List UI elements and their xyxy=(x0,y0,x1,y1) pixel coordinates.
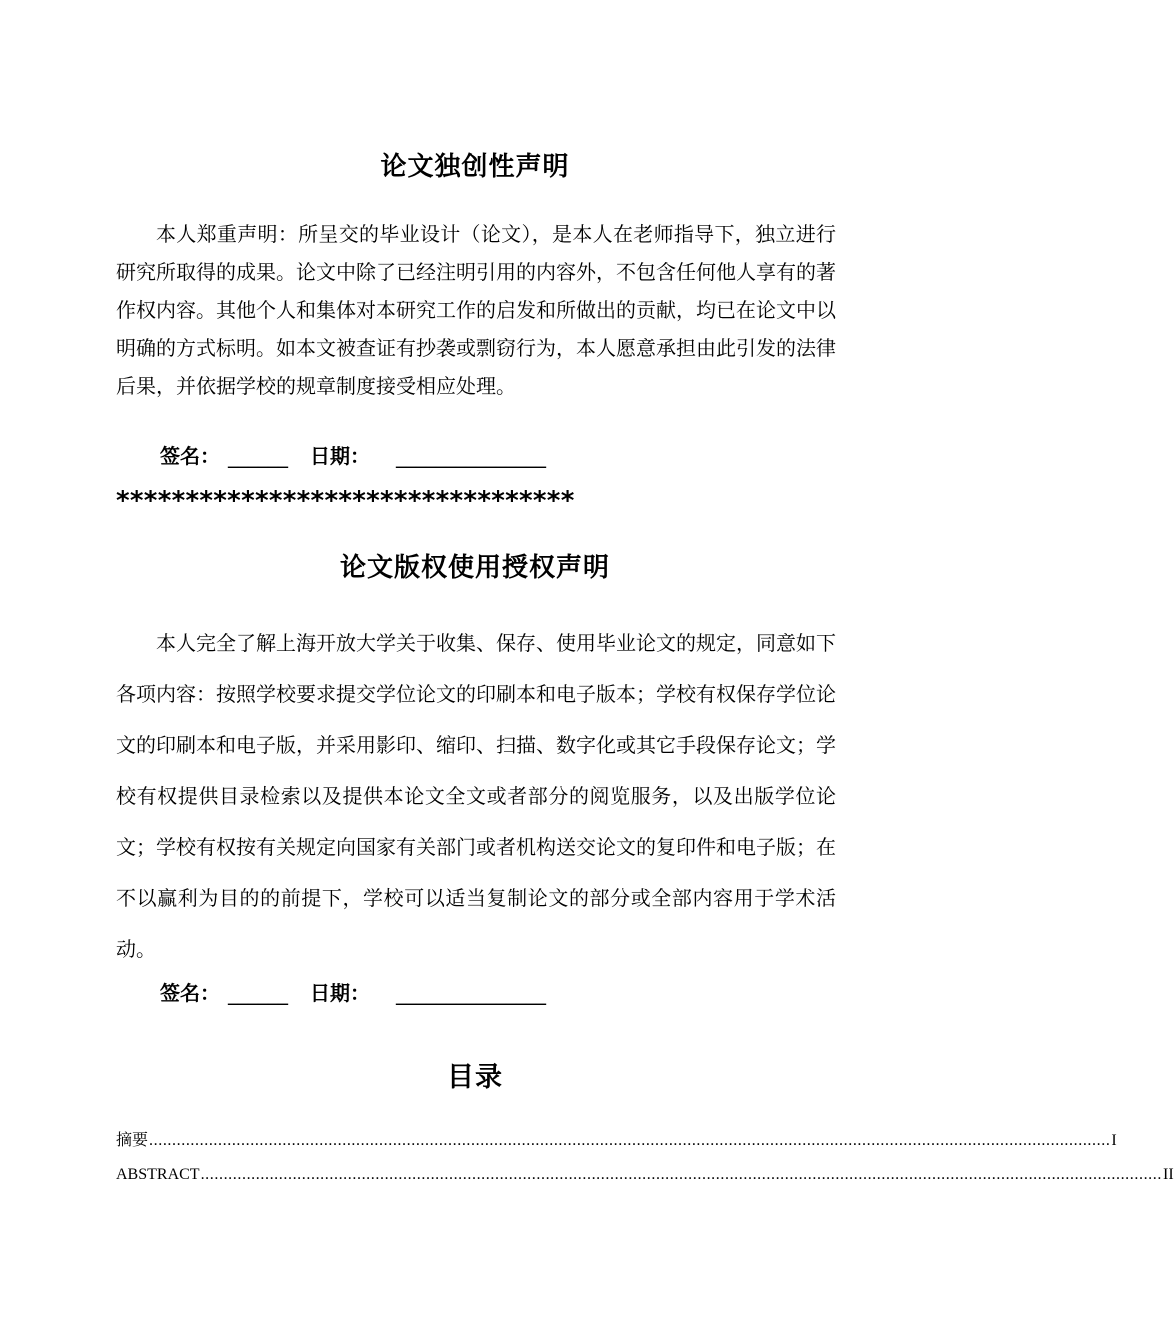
originality-title: 论文独创性声明 xyxy=(380,152,570,182)
date-blank: _______________ xyxy=(396,444,546,468)
copyright-body: 本人完全了解上海开放大学关于收集、保存、使用毕业论文的规定，同意如下各项内容：按照学校要求提交学位论文的印刷本和电子版本；学校有权保存学位论文的印刷本和电子版，并采用影印、缩印、扫描、数字化或其它手段保存论文；学校有权提供目录检索以及提供本论文全文或者部分的阅览服务，以及出版学位论文；学校有权按有关规定向国家有关部门或者机构送交论文的复印件和电子版；在不以赢利为目的的前提下，学校可以适当复制论文的部分或全部内容用于学术活动。 xyxy=(116,631,836,961)
copyright-title: 论文版权使用授权声明 xyxy=(339,553,610,583)
toc-entry-page: I xyxy=(1111,1132,1117,1149)
date-label: 日期： xyxy=(310,444,370,468)
date-label: 日期： xyxy=(310,981,370,1005)
signature-label: 签名： xyxy=(160,444,220,468)
toc-title: 目录 xyxy=(447,1062,503,1093)
toc-entry[interactable] xyxy=(116,1128,1117,1150)
signature-blank: ______ xyxy=(228,981,288,1005)
toc-leader-dots: ................................................................................................................................................................................................................. xyxy=(200,1166,1162,1183)
toc-leader-dots: ................................................................................................................................................................................................................. xyxy=(149,1132,1111,1149)
signature-label: 签名： xyxy=(160,981,220,1005)
section-separator: ********************************* xyxy=(116,486,575,516)
toc-entry-page: II xyxy=(1162,1166,1174,1183)
originality-signature-line xyxy=(160,440,546,469)
toc-entry-label: 摘要 xyxy=(116,1132,149,1149)
toc-entry-label: ABSTRACT xyxy=(116,1166,200,1183)
copyright-signature-line xyxy=(160,977,546,1006)
toc-entry[interactable] xyxy=(116,1162,1174,1184)
date-blank: _______________ xyxy=(396,981,546,1005)
signature-blank: ______ xyxy=(228,444,288,468)
originality-body: 本人郑重声明：所呈交的毕业设计（论文），是本人在老师指导下，独立进行研究所取得的成果。论文中除了已经注明引用的内容外，不包含任何他人享有的著作权内容。其他个人和集体对本研究工作的启发和所做出的贡献，均已在论文中以明确的方式标明。如本文被查证有抄袭或剽窃行为，本人愿意承担由此引发的法律后果，并依据学校的规章制度接受相应处理。 xyxy=(116,222,836,398)
